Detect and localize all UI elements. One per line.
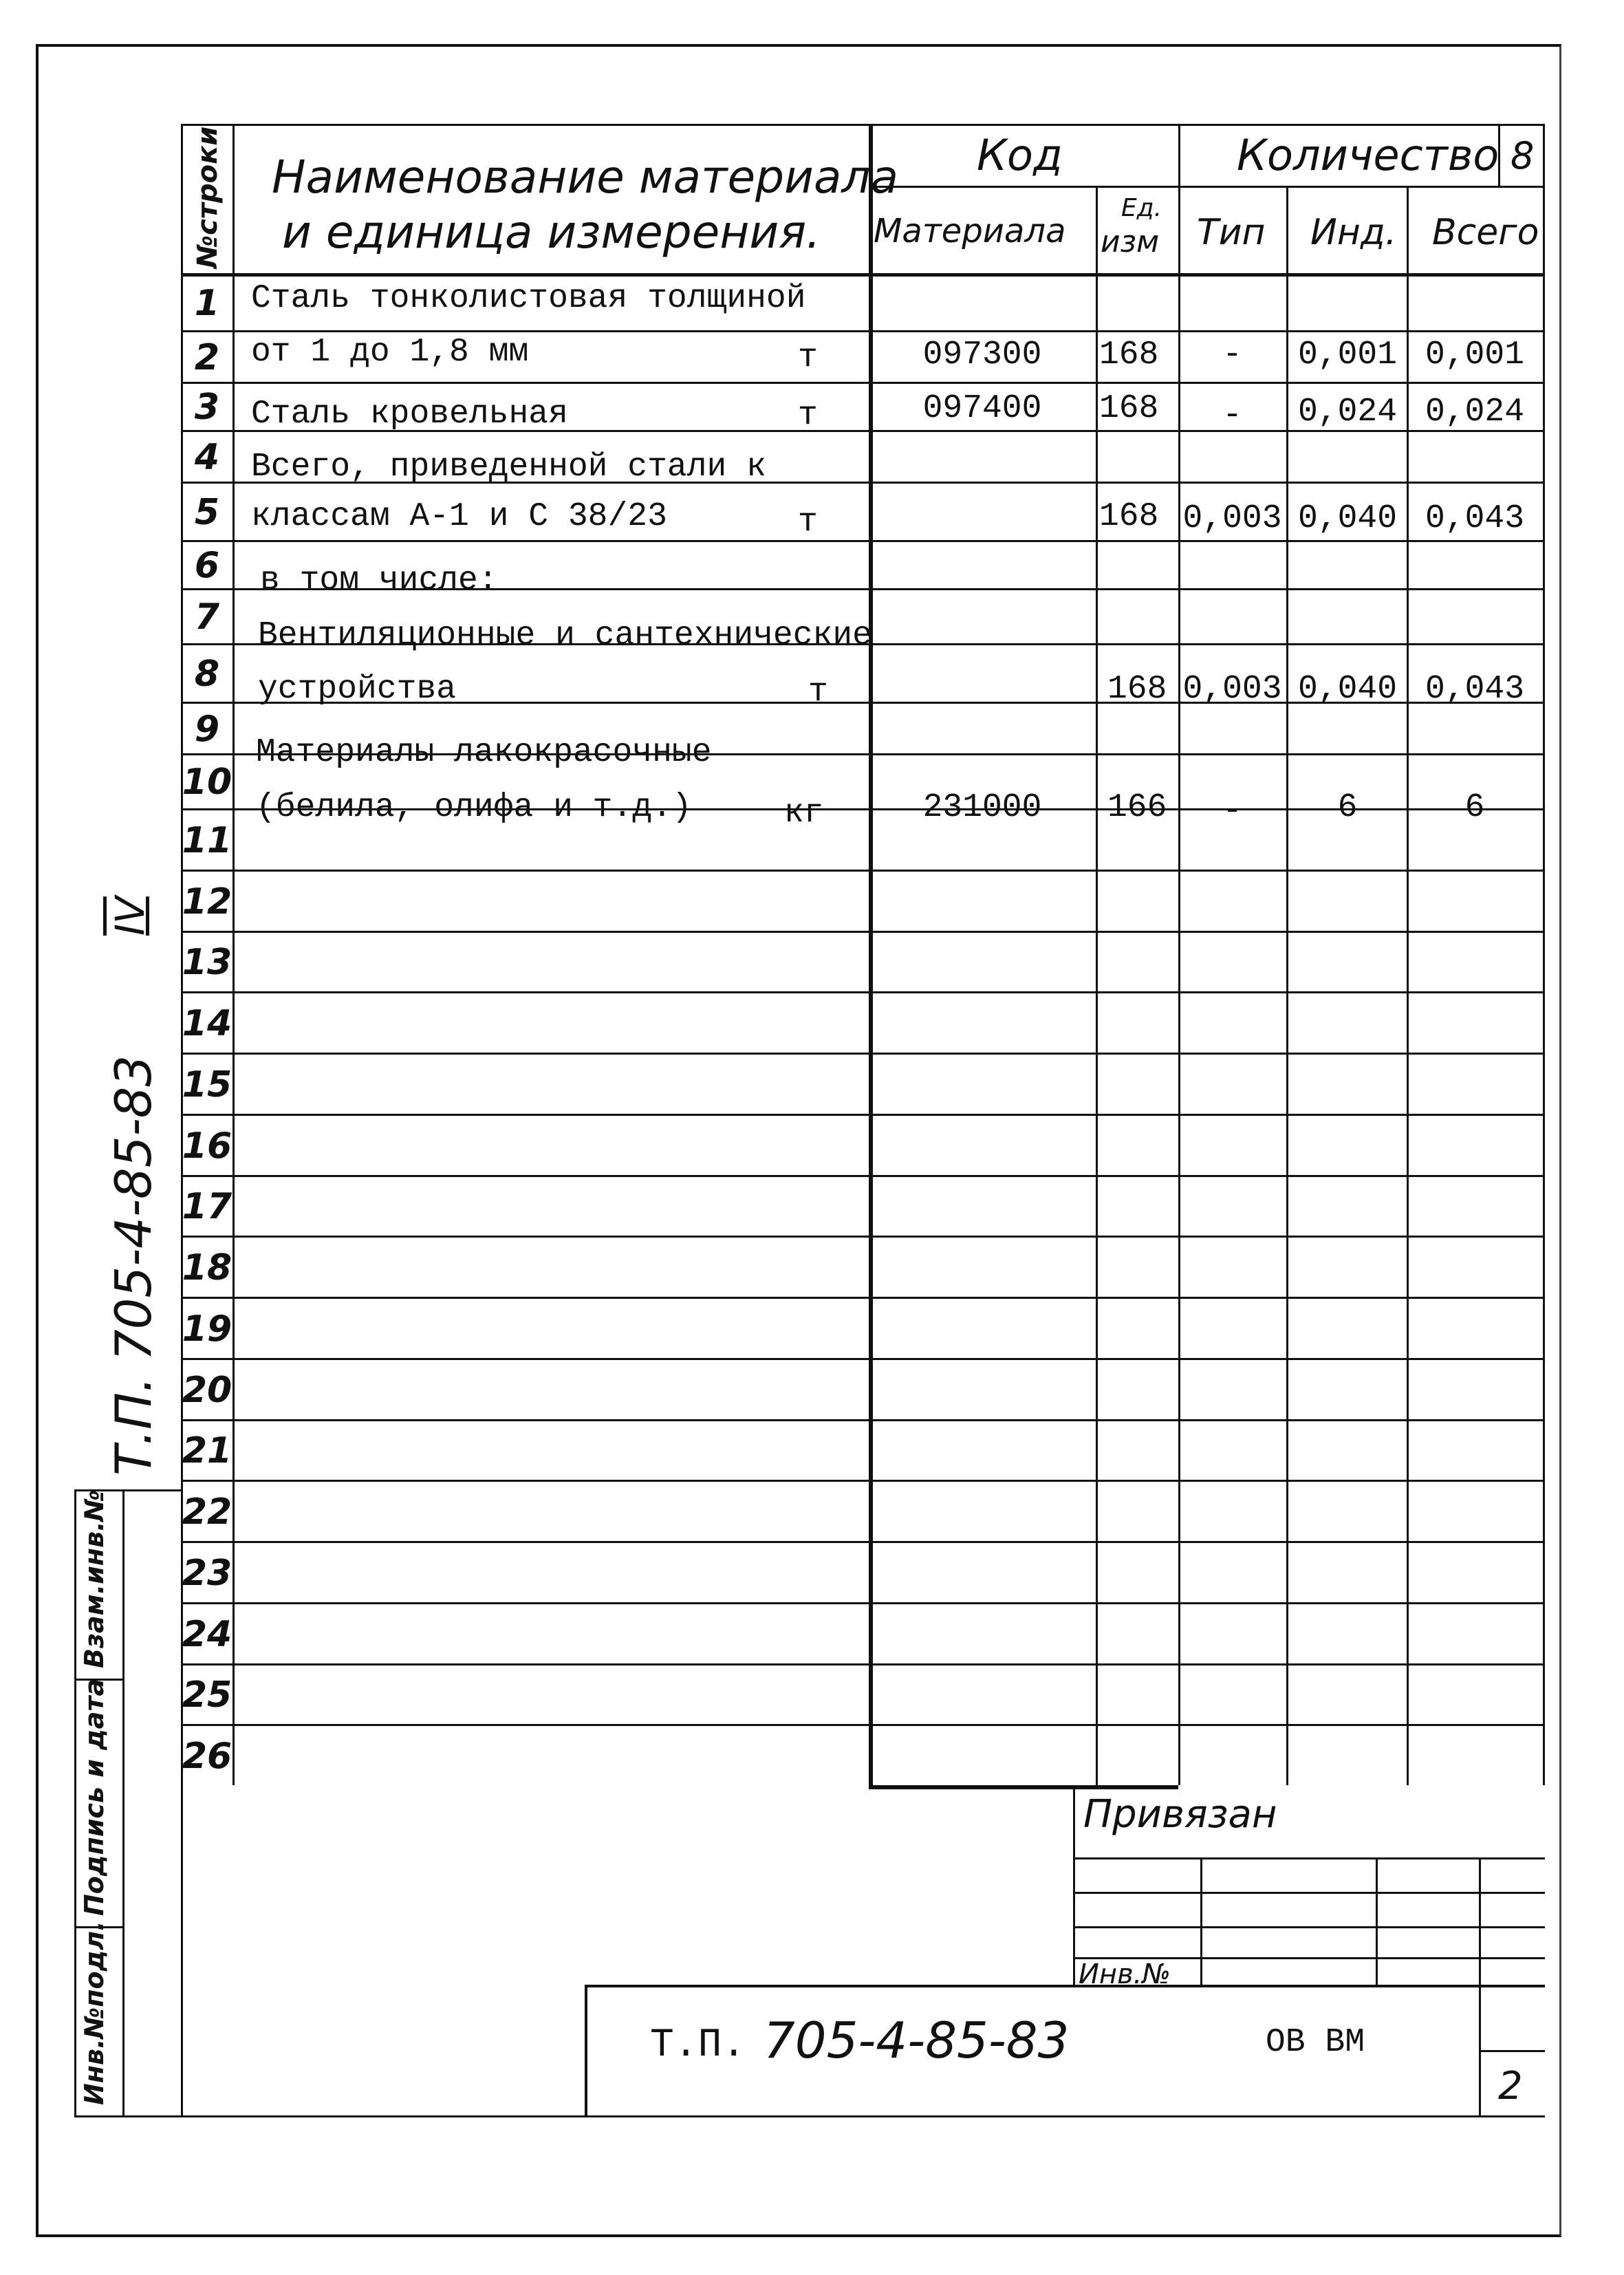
stamp-replace-inv: Взам.инв.№ — [79, 1489, 109, 1668]
table-bottom-bold — [869, 1785, 1178, 1789]
row-number: 4 — [194, 437, 220, 478]
row-3-total: 0,024 — [1425, 393, 1525, 431]
row-number: 1 — [194, 283, 220, 324]
row-number: 21 — [182, 1430, 232, 1471]
row-number: 25 — [182, 1674, 232, 1716]
header-bottom-border — [181, 273, 1545, 277]
header-name-line2: и единица измерения. — [282, 206, 821, 259]
row-number: 13 — [182, 942, 232, 983]
doc-mark: ОВ ВМ — [1266, 2024, 1365, 2061]
row-number: 7 — [194, 596, 220, 638]
doc-prefix: Т.П. — [650, 2023, 746, 2068]
row-number: 23 — [182, 1553, 232, 1594]
row-2-name: от 1 до 1,8 мм — [251, 334, 529, 371]
sheet-box-top — [1479, 2050, 1545, 2052]
row-3-material: 097400 — [922, 390, 1042, 427]
row-3-type: - — [1222, 397, 1242, 434]
row-separator — [181, 1541, 1545, 1543]
row-10-material: 231000 — [922, 789, 1042, 826]
row-2-total: 0,001 — [1425, 336, 1525, 374]
tied-block-col-1 — [1200, 1857, 1202, 1985]
header-qty-type: Тип — [1197, 212, 1266, 253]
stamp-inv-orig: Инв.№подл. — [79, 1921, 109, 2105]
stamp-strip-left — [74, 1489, 76, 2115]
header-corner-mark: 8 — [1511, 134, 1535, 177]
row-number: 3 — [194, 387, 220, 428]
row-number: 22 — [182, 1491, 232, 1533]
row-separator — [181, 540, 1545, 542]
tied-block-col-2 — [1376, 1857, 1378, 1985]
row-number: 2 — [194, 337, 220, 378]
title-main-left — [585, 1985, 587, 2115]
row-8-name: устройства — [258, 671, 457, 708]
row-10-name: (белила, олифа и т.д.) — [256, 789, 692, 826]
stamp-signature-date: Подпись и дата — [79, 1678, 109, 1916]
row-8-type: 0,003 — [1182, 671, 1282, 708]
side-document-code: Т.П. 705-4-85-83 — [105, 1055, 162, 1476]
row-6-name: в том числе: — [260, 562, 498, 599]
tied-block-line-3 — [1073, 1926, 1545, 1928]
row-7-name: Вентиляционные и сантехнические — [258, 617, 872, 654]
material-column-divider — [1096, 186, 1098, 1785]
header-name-line1: Наименование материала — [272, 151, 899, 204]
row-separator — [181, 931, 1545, 933]
row-8-edizm: 168 — [1107, 671, 1167, 708]
row-5-type: 0,003 — [1182, 500, 1282, 537]
row-number: 19 — [182, 1308, 232, 1350]
row-separator — [181, 1663, 1545, 1665]
row-number: 15 — [182, 1064, 232, 1106]
row-separator — [181, 1114, 1545, 1116]
title-left-border — [181, 1785, 183, 2115]
row-number: 5 — [194, 492, 220, 533]
header-quantity: Количество — [1237, 130, 1500, 180]
row-4-name: Всего, приведенной стали к — [251, 449, 766, 486]
row-separator — [181, 1724, 1545, 1726]
row-5-unit: т — [798, 504, 818, 541]
row-number: 14 — [182, 1003, 232, 1044]
row-separator — [181, 1053, 1545, 1055]
header-unit-top: Ед. — [1121, 194, 1162, 222]
tied-block-left — [1073, 1785, 1075, 1985]
row-10-edizm: 166 — [1107, 789, 1167, 826]
row-5-name: классам А-1 и С 38/23 — [251, 498, 667, 535]
row-separator — [181, 1297, 1545, 1299]
row-number: 20 — [182, 1370, 232, 1411]
stamp-strip-middle — [122, 1489, 124, 2115]
row-separator — [181, 382, 1545, 384]
row-2-material: 097300 — [922, 336, 1042, 374]
tied-label: Привязан — [1083, 1792, 1277, 1837]
header-unit-bottom: изм — [1101, 224, 1160, 259]
row-10-unit: кг — [784, 795, 824, 832]
table-right-border — [1543, 124, 1545, 1785]
row-separator — [181, 330, 1545, 332]
row-number: 9 — [194, 709, 220, 750]
row-3-edizm: 168 — [1099, 390, 1159, 427]
row-number: 24 — [182, 1614, 232, 1655]
header-qty-ind: Инд. — [1310, 212, 1397, 253]
row-number: 17 — [182, 1186, 232, 1227]
row-3-unit: т — [798, 397, 818, 434]
row-number: 10 — [182, 762, 232, 803]
header-code: Код — [977, 130, 1063, 180]
row-number: 16 — [182, 1125, 232, 1167]
table-top-border — [181, 124, 1545, 126]
tied-block-line-2 — [1073, 1892, 1545, 1894]
row-3-name: Сталь кровельная — [251, 396, 568, 433]
row-separator — [181, 1175, 1545, 1177]
row-10-type: - — [1222, 793, 1242, 830]
row-separator — [181, 1419, 1545, 1421]
header-subdivider — [869, 186, 1545, 188]
doc-number: 705-4-85-83 — [764, 2012, 1070, 2069]
row-number: 18 — [182, 1247, 232, 1289]
row-separator — [181, 1358, 1545, 1360]
title-main-top — [585, 1985, 1545, 1987]
row-separator — [181, 1602, 1545, 1604]
row-9-name: Материалы лакокрасочные — [256, 734, 712, 771]
name-column-divider — [869, 124, 873, 1785]
row-2-edizm: 168 — [1099, 336, 1159, 374]
title-bottom-border — [181, 2115, 1545, 2117]
row-2-type: - — [1222, 336, 1242, 374]
row-5-total: 0,043 — [1425, 500, 1525, 537]
row-2-ind: 0,001 — [1297, 336, 1398, 374]
row-5-edizm: 168 — [1099, 498, 1159, 535]
row-separator — [181, 1236, 1545, 1238]
sheet-number: 2 — [1498, 2064, 1523, 2109]
row-1-name: Сталь тонколистовая толщиной — [251, 280, 806, 317]
inv-label: Инв.№ — [1079, 1959, 1171, 1990]
row-2-unit: т — [798, 339, 818, 376]
row-10-total: 6 — [1464, 789, 1485, 826]
row-8-ind: 0,040 — [1297, 671, 1398, 708]
row-separator — [181, 1480, 1545, 1482]
row-separator — [181, 991, 1545, 993]
row-number: 11 — [182, 820, 232, 861]
stamp-strip-bottom — [74, 2115, 181, 2117]
side-roman-mark: IV — [107, 896, 153, 936]
header-code-material: Материала — [874, 212, 1066, 250]
header-qty-total: Всего — [1432, 212, 1539, 253]
row-number: 12 — [182, 881, 232, 923]
row-8-total: 0,043 — [1425, 671, 1525, 708]
row-number: 6 — [194, 545, 220, 586]
row-separator — [181, 870, 1545, 872]
row-10-ind: 6 — [1337, 789, 1358, 826]
row-number: 26 — [182, 1736, 232, 1777]
row-number: 8 — [194, 654, 220, 695]
header-rows-label: №строки — [192, 126, 224, 268]
tied-block-line-1 — [1073, 1857, 1545, 1859]
unit-column-divider — [1178, 124, 1180, 1785]
row-8-unit: т — [808, 673, 828, 711]
row-3-ind: 0,024 — [1297, 393, 1398, 431]
row-5-ind: 0,040 — [1297, 500, 1398, 537]
